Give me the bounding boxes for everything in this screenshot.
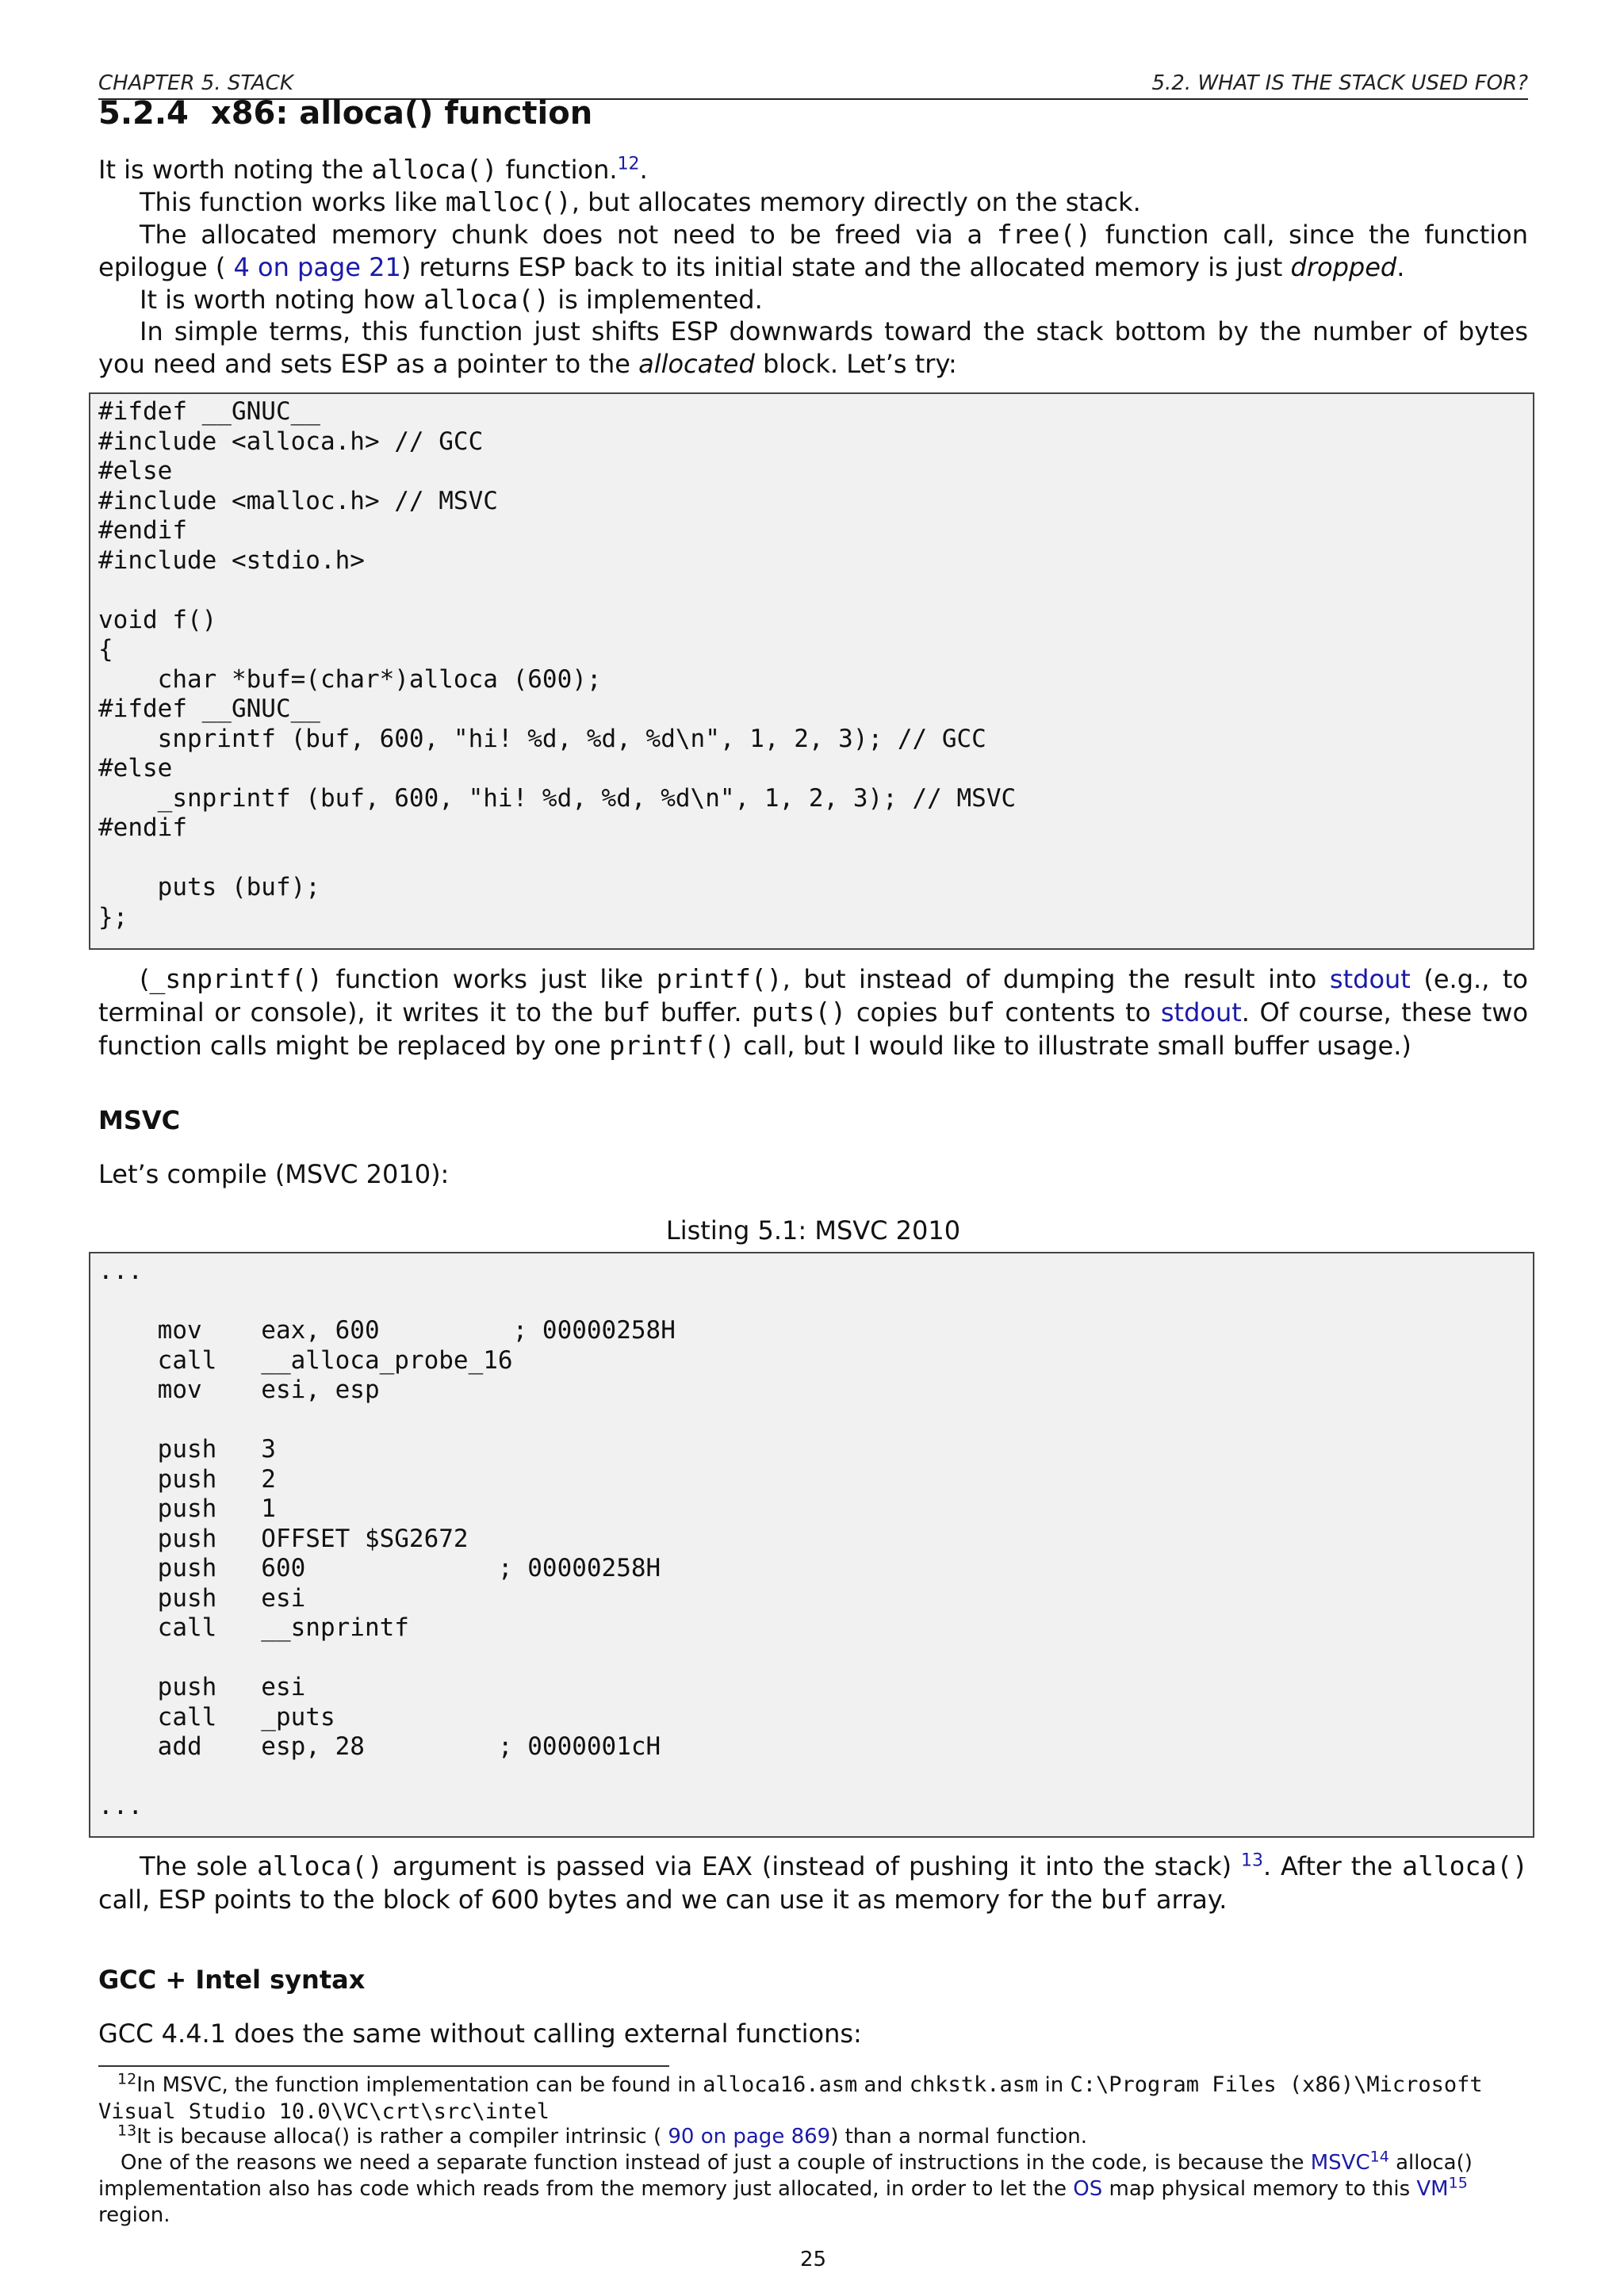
section-title-text: x86: alloca() function [210,95,593,132]
inline-code: _snprintf() [149,963,324,994]
inline-code: free() [996,219,1092,250]
code-line: push esi [98,1583,306,1613]
stdout-link[interactable]: stdout [1329,964,1411,994]
text: ) than a normal function. [830,2125,1087,2149]
text: The sole [140,1851,258,1881]
text: (e.g., to terminal or console), it writes it to the [98,964,1529,1027]
footnote-13-continued [98,2150,1528,2229]
inline-code: buf [603,997,651,1027]
text: . [639,155,648,185]
text: It is worth noting the [98,155,372,185]
msvc-explanation [98,1850,1528,1916]
code-line: mov esi, esp [98,1376,380,1404]
inline-code: alloca() [257,1850,384,1881]
text: In MSVC, the function implementation can be found in [136,2073,703,2097]
inline-code: alloca() [1402,1850,1529,1881]
code-line: ... [98,1257,143,1285]
inline-code: chkstk.asm [909,2072,1039,2097]
code-line: push 600 ; 00000258H [98,1554,661,1582]
text: function works just like [323,964,657,994]
c-code-listing [89,392,1534,950]
intro-paragraph-3 [98,218,1528,284]
code-line: #ifdef __GNUC__ [98,397,320,426]
text: call, ESP points to the block of 600 bytes and we can use it as memory for the [98,1885,1101,1915]
text: array. [1147,1885,1228,1915]
text: buffer. [650,997,753,1027]
intro-paragraph-4 [98,283,1528,316]
code-line: call _puts [98,1702,335,1732]
msvc-intro: Let’s compile (MSVC 2010): [98,1159,450,1189]
section-number: 5.2.4 [98,95,189,132]
text: copies [846,997,948,1027]
text: This function works like [140,187,446,217]
code-line: _snprintf (buf, 600, "hi! %d, %d, %d\n", 1, 2, 3); // MSVC [98,783,1017,813]
inline-code: buf [948,997,995,1027]
text: ( [140,964,150,994]
code-line: #include <alloca.h> // GCC [98,427,484,456]
text: , but allocates memory directly on the stack. [571,187,1141,217]
listing-caption: Listing 5.1: MSVC 2010 [665,1215,961,1246]
code-line: call __snprintf [98,1613,409,1642]
msvc-heading: MSVC [98,1105,181,1135]
code-line: }; [98,902,128,932]
section-title [98,95,592,132]
code-line: push 1 [98,1494,276,1523]
os-glossary-link[interactable]: OS [1073,2177,1103,2201]
text: It is because alloca() is rather a compiler intrinsic ( [136,2125,668,2149]
footnote-number: 13 [117,2122,137,2140]
emphasis: allocated [638,349,755,379]
text: . Of course, these two function calls might be replaced by one [98,997,1529,1061]
header-chapter: CHAPTER 5. STACK [98,71,293,95]
code-line: char *buf=(char*)alloca (600); [98,664,602,694]
gcc-intro: GCC 4.4.1 does the same without calling external functions: [98,2019,862,2049]
text: map physical memory to this [1102,2177,1417,2201]
footnote-13 [98,2124,1528,2150]
emphasis: dropped [1290,252,1397,282]
code-line: { [98,635,113,664]
msvc-glossary-link[interactable]: MSVC [1310,2151,1370,2175]
text: and [857,2073,910,2097]
vm-glossary-link[interactable]: VM [1416,2177,1449,2201]
footnote-number: 12 [117,2070,137,2088]
code-line: #else [98,754,173,783]
code-line: #endif [98,516,187,545]
inline-code: printf() [609,1030,736,1061]
code-line: ... [98,1792,143,1820]
text: function. [497,155,618,185]
text: is implemented. [550,285,763,315]
snprintf-explanation [98,962,1528,1062]
inline-code: alloca() [423,284,550,315]
msvc-asm-listing [89,1252,1534,1838]
footnote-ref-15[interactable]: 15 [1448,2174,1468,2192]
inline-code: alloca() [371,154,498,185]
footnote-ref-14[interactable]: 14 [1369,2148,1389,2166]
cross-ref-link[interactable]: 90 on page 869 [668,2125,831,2149]
cross-ref-link[interactable]: 4 on page 21 [233,252,401,282]
code-line: push esi [98,1673,306,1701]
code-line: #ifdef __GNUC__ [98,695,320,723]
text: in [1038,2073,1071,2097]
gcc-heading: GCC + Intel syntax [98,1965,366,1995]
text: ) returns ESP back to its initial state and the allocated memory is just [400,252,1291,282]
code-line: push OFFSET $SG2672 [98,1524,469,1553]
text: block. Let’s try: [754,349,957,379]
inline-code: printf() [656,963,783,994]
text: In simple terms, this function just shifts ESP downwards toward the stack bottom by the number of bytes you need and sets ESP as a pointer to the [98,316,1528,379]
text: . After the [1262,1851,1403,1881]
text: . [1396,252,1405,282]
code-line: push 2 [98,1464,276,1494]
text: The allocated memory chunk does not need to be freed via a [140,220,997,250]
footnote-ref-12[interactable]: 12 [617,154,640,174]
code-line: #else [98,457,173,485]
footnote-ref-13[interactable]: 13 [1240,1850,1263,1871]
code-line: snprintf (buf, 600, "hi! %d, %d, %d\n", 1, 2, 3); // GCC [98,724,986,753]
inline-code: buf [1101,1884,1148,1915]
text: region. [98,2203,170,2227]
code-line: push 3 [98,1435,276,1464]
header-section: 5.2. WHAT IS THE STACK USED FOR? [1151,71,1528,95]
code-line: #endif [98,813,187,842]
code-line: add esp, 28 ; 0000001cH [98,1732,661,1761]
text: call, but I would like to illustrate small buffer usage.) [735,1031,1411,1061]
inline-code: C:\Program Files (x86)\Microsoft Visual Studio 10.0\VC\crt\src\intel [98,2072,1483,2124]
code-line: puts (buf); [98,873,320,901]
inline-code: malloc() [445,186,572,217]
intro-paragraph-2 [98,186,1528,219]
footnote-rule [98,2065,669,2067]
inline-code: puts() [752,997,847,1027]
code-line: void f() [98,605,217,634]
text: function call, since the function epilogue ( [98,220,1529,282]
stdout-link[interactable]: stdout [1160,997,1242,1027]
code-line: #include <malloc.h> // MSVC [98,486,498,515]
text: It is worth noting how [140,285,424,315]
intro-paragraph-5 [98,316,1528,381]
text: argument is passed via EAX (instead of pushing it into the stack) [383,1851,1241,1881]
intro-paragraph-1 [98,153,1528,186]
text: contents to [994,997,1161,1027]
text: alloca() implementation also has code which reads from the memory just allocated, in order to let the [98,2151,1473,2201]
text: , but instead of dumping the result into [782,964,1330,994]
footnote-12 [98,2072,1528,2126]
inline-code: alloca16.asm [703,2072,858,2097]
text: One of the reasons we need a separate function instead of just a couple of instructions in the code, is because the [121,2151,1311,2175]
code-line: #include <stdio.h> [98,545,365,575]
code-line: mov eax, 600 ; 00000258H [98,1316,676,1345]
code-line: call __alloca_probe_16 [98,1345,513,1375]
page-number: 25 [799,2248,827,2271]
